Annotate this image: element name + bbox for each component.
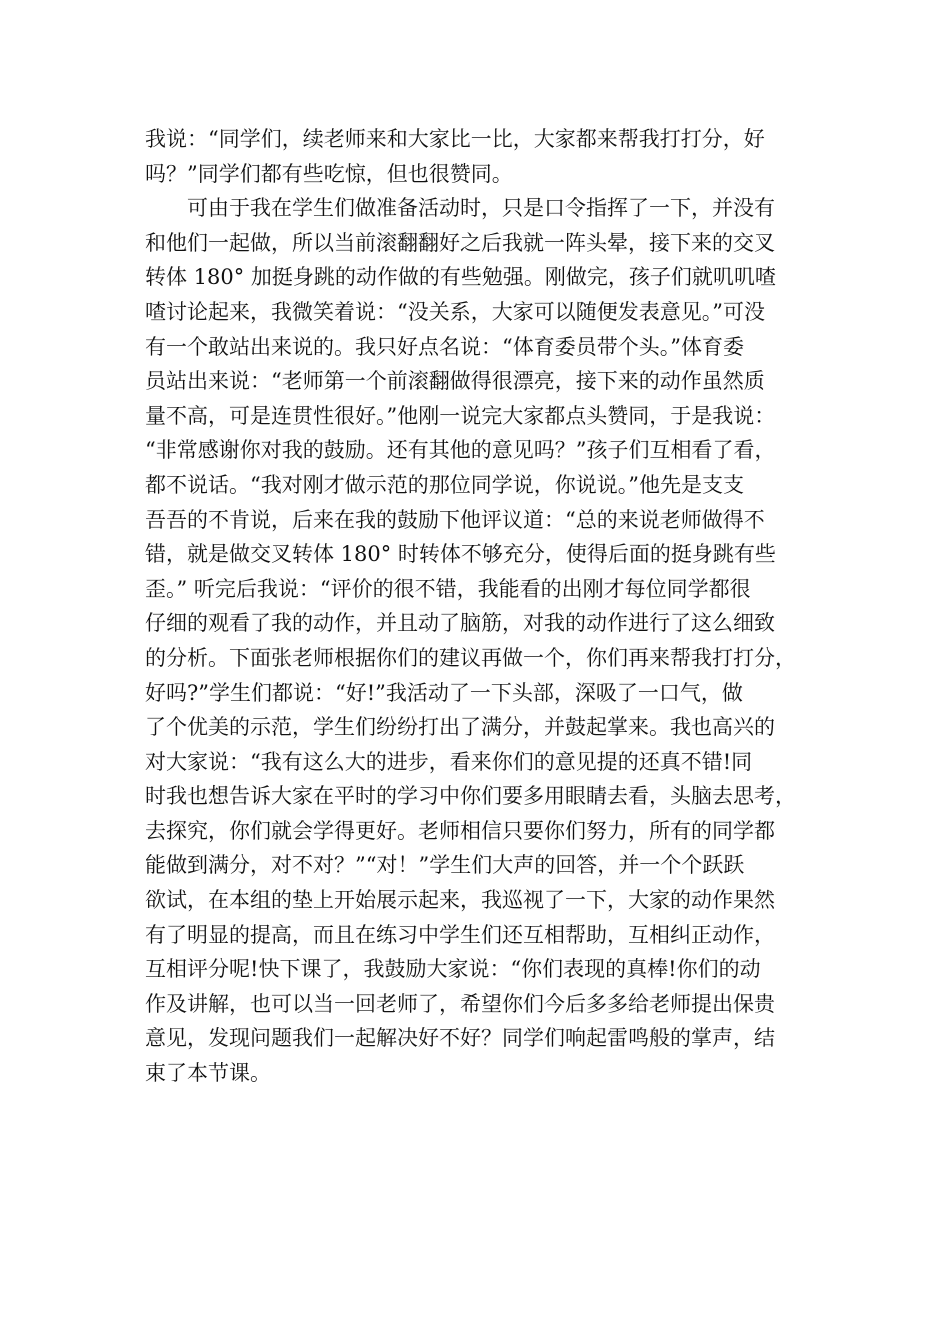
text-line: 员站出来说：“老师第一个前滚翻做得很漂亮，接下来的动作虽然质 bbox=[145, 369, 765, 394]
text-line: 时我也想告诉大家在平时的学习中你们要多用眼睛去看，头脑去思考， bbox=[145, 784, 796, 809]
text-line: 可由于我在学生们做准备活动时，只是口令指挥了一下，并没有 bbox=[187, 196, 775, 221]
text-line: 束了本节课。 bbox=[145, 1061, 271, 1086]
text-line: 吾吾的不肯说，后来在我的鼓励下他评议道：“总的来说老师做得不 bbox=[145, 507, 765, 532]
text-line: 都不说话。“我对刚才做示范的那位同学说，你说说。”他先是支支 bbox=[145, 472, 744, 497]
text-line: 对大家说：“我有这么大的进步，看来你们的意见提的还真不错!同 bbox=[145, 749, 753, 774]
text-line: 仔细的观看了我的动作，并且动了脑筋，对我的动作进行了这么细致 bbox=[145, 611, 775, 636]
text-line: 转体 180° 加挺身跳的动作做的有些勉强。刚做完，孩子们就叽叽喳 bbox=[145, 265, 776, 290]
text-line: 有了明显的提高，而且在练习中学生们还互相帮助，互相纠正动作， bbox=[145, 922, 775, 947]
text-line: 了个优美的示范，学生们纷纷打出了满分，并鼓起掌来。我也高兴的 bbox=[145, 715, 775, 740]
text-line: 我说：“同学们，续老师来和大家比一比，大家都来帮我打打分，好 bbox=[145, 127, 765, 151]
text-line: 互相评分呢!快下课了，我鼓励大家说：“你们表现的真棒!你们的动 bbox=[145, 957, 761, 982]
text-line: 和他们一起做，所以当前滚翻翻好之后我就一阵头晕，接下来的交叉 bbox=[145, 230, 775, 255]
paragraph bbox=[145, 122, 809, 191]
text-line: 好吗?”学生们都说：“好!”我活动了一下头部，深吸了一口气，做 bbox=[145, 680, 743, 705]
text-line: “非常感谢你对我的鼓励。还有其他的意见吗？”孩子们互相看了看， bbox=[145, 438, 776, 463]
text-line: 能做到满分，对不对？”“对！”学生们大声的回答，并一个个跃跃 bbox=[145, 853, 745, 878]
text-line: 量不高，可是连贯性很好。”他刚一说完大家都点头赞同，于是我说： bbox=[145, 403, 776, 428]
text-line: 欲试，在本组的垫上开始展示起来，我巡视了一下，大家的动作果然 bbox=[145, 888, 775, 913]
text-line: 歪。” 听完后我说：“评价的很不错，我能看的出刚才每位同学都很 bbox=[145, 576, 751, 601]
text-line: 吗？”同学们都有些吃惊，但也很赞同。 bbox=[145, 161, 513, 186]
text-line: 去探究，你们就会学得更好。老师相信只要你们努力，所有的同学都 bbox=[145, 818, 775, 843]
text-line: 喳讨论起来，我微笑着说：“没关系，大家可以随便发表意见。”可没 bbox=[145, 299, 765, 324]
text-line: 的分析。下面张老师根据你们的建议再做一个，你们再来帮我打打分， bbox=[145, 645, 796, 670]
document-body bbox=[145, 122, 809, 1091]
text-line: 作及讲解，也可以当一回老师了，希望你们今后多多给老师提出保贵 bbox=[145, 991, 775, 1016]
text-line: 错，就是做交叉转体 180° 时转体不够充分，使得后面的挺身跳有些 bbox=[145, 542, 776, 567]
text-line: 意见，发现问题我们一起解决好不好？同学们响起雷鸣般的掌声，结 bbox=[145, 1026, 775, 1051]
paragraph bbox=[145, 191, 809, 1090]
text-line: 有一个敢站出来说的。我只好点名说：“体育委员带个头。”体育委 bbox=[145, 334, 744, 359]
